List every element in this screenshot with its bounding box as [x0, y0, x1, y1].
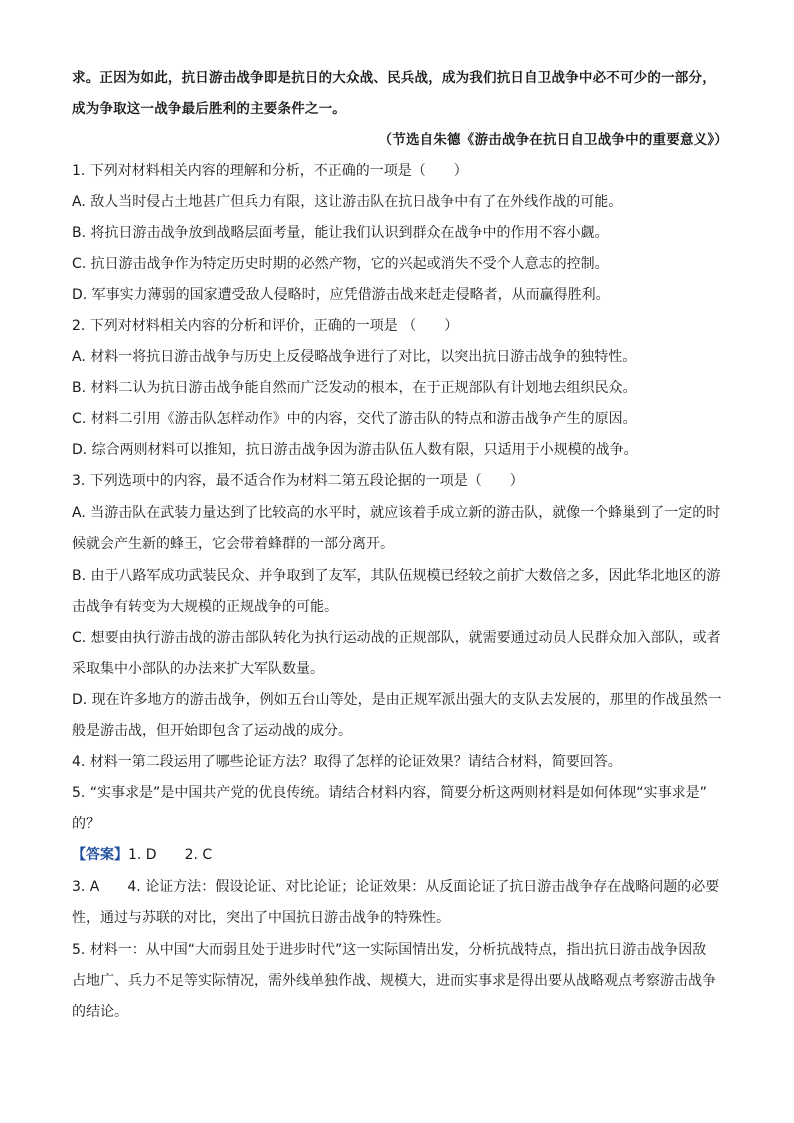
- question-4-stem: 4. 材料一第二段运用了哪些论证方法？取得了怎样的论证效果？请结合材料，简要回答。: [72, 754, 622, 770]
- answer-line-3: 性，通过与苏联的对比，突出了中国抗日游击战争的特殊性。: [72, 910, 450, 926]
- question-2-option-c: C. 材料二引用《游击队怎样动作》中的内容，交代了游击队的特点和游击战争产生的原因。: [72, 411, 637, 427]
- answer-line-5: 占地广、兵力不足等实际情况，需外线单独作战、规模大，进而实事求是得出要从战略观点考察游击战争: [72, 973, 716, 989]
- question-2-option-d: D. 综合两则材料可以推知，抗日游击战争因为游击队伍人数有限，只适用于小规模的战争。: [72, 442, 638, 458]
- question-3-stem: 3. 下列选项中的内容，最不适合作为材料二第五段论据的一项是（ ）: [72, 473, 524, 489]
- question-3-option-a-line-1: A. 当游击队在武装力量达到了比较高的水平时，就应该着手成立新的游击队，就像一个蜂巢到了一定的时: [72, 505, 721, 521]
- question-2-stem: 2. 下列对材料相关内容的分析和评价，正确的一项是 （ ）: [72, 318, 459, 334]
- question-3-option-c-line-1: C. 想要由执行游击战的游击部队转化为执行运动战的正规部队，就需要通过动员人民群众加入部队，或者: [72, 630, 721, 646]
- question-2-option-a: A. 材料一将抗日游击战争与历史上反侵略战争进行了对比，以突出抗日游击战争的独特性。: [72, 349, 637, 365]
- question-1-option-a: A. 敌人当时侵占土地甚广但兵力有限，这让游击队在抗日战争中有了在外线作战的可能。: [72, 194, 623, 210]
- answer-text-1: 1. D 2. C: [128, 847, 213, 863]
- question-3-option-b-line-2: 击战争有转变为大规模的正规战争的可能。: [72, 599, 338, 615]
- answer-line-2: 3. A 4. 论证方法：假设论证、对比论证；论证效果：从反面论证了抗日游击战争存在战略问题的必要: [72, 879, 720, 895]
- answer-line-6: 的结论。: [72, 1004, 128, 1020]
- answer-line-1: [72, 845, 732, 865]
- question-3-option-b-line-1: B. 由于八路军成功武装民众、并争取到了友军，其队伍规模已经较之前扩大数倍之多，因此华北地区的游: [72, 568, 721, 584]
- question-3-option-d-line-1: D. 现在许多地方的游击战争，例如五台山等处，是由正规军派出强大的支队去发展的，那里的作战虽然一: [72, 692, 722, 708]
- question-5-stem-line-2: 的？: [72, 816, 100, 832]
- question-2-option-b: B. 材料二认为抗日游击战争能自然而广泛发动的根本，在于正规部队有计划地去组织民众。: [72, 380, 637, 396]
- question-3-option-a-line-2: 候就会产生新的蜂王，它会带着蜂群的一部分离开。: [72, 536, 394, 552]
- answer-line-4: 5. 材料一：从中国“大而弱且处于进步时代”这一实际国情出发，分析抗战特点，指出抗日游击战争因敌: [72, 942, 707, 958]
- question-1-option-b: B. 将抗日游击战争放到战略层面考量，能让我们认识到群众在战争中的作用不容小觑。: [72, 225, 609, 241]
- question-5-stem-line-1: 5. “实事求是”是中国共产党的优良传统。请结合材料内容，简要分析这两则材料是如何体现“实事求是”: [72, 785, 707, 801]
- question-3-option-d-line-2: 般是游击战，但开始即包含了运动战的成分。: [72, 723, 352, 739]
- question-1-stem: 1. 下列对材料相关内容的理解和分析，不正确的一项是（ ）: [72, 163, 468, 179]
- question-3-option-c-line-2: 采取集中小部队的办法来扩大军队数量。: [72, 661, 324, 677]
- excerpt-line-2: 成为争取这一战争最后胜利的主要条件之一。: [72, 101, 346, 117]
- excerpt-line-1: 求。正因为如此，抗日游击战争即是抗日的大众战、民兵战，成为我们抗日自卫战争中必不可少的一部分，: [72, 70, 716, 86]
- answer-tag: 【答案】: [72, 847, 128, 863]
- excerpt-source: （节选自朱德《游击战争在抗日自卫战争中的重要意义》）: [378, 132, 728, 148]
- question-1-option-d: D. 军事实力薄弱的国家遭受敌人侵略时，应凭借游击战来赶走侵略者，从而赢得胜利。: [72, 287, 610, 303]
- question-1-option-c: C. 抗日游击战争作为特定历史时期的必然产物，它的兴起或消失不受个人意志的控制。: [72, 256, 609, 272]
